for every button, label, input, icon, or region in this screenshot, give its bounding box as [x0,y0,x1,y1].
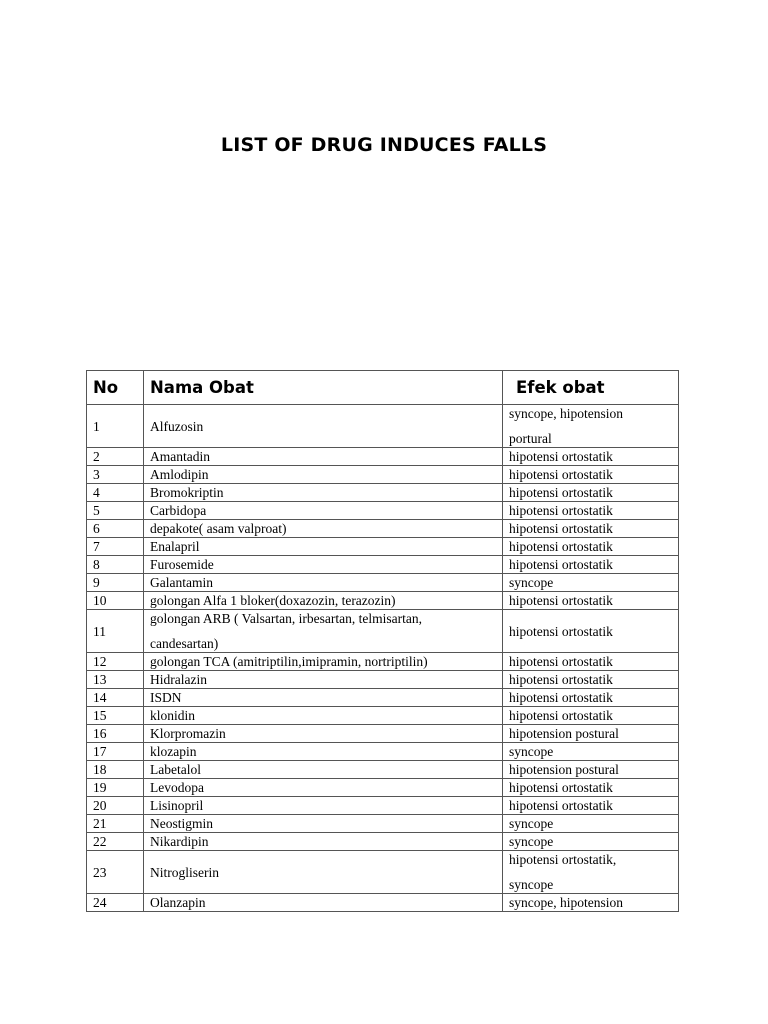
cell-drug-effect: hipotensi ortostatik [503,610,679,653]
cell-no: 13 [87,671,144,689]
table-row [87,484,679,502]
cell-no: 5 [87,502,144,520]
cell-drug-name: Olanzapin [144,894,503,912]
table-row [87,556,679,574]
cell-drug-name: Nitrogliserin [144,851,503,894]
table-row [87,592,679,610]
cell-no: 7 [87,538,144,556]
cell-drug-effect-line: hipotensi ortostatik, [509,852,617,867]
cell-drug-effect: hipotensi ortostatik [503,538,679,556]
cell-drug-name: Klorpromazin [144,725,503,743]
cell-drug-name: Alfuzosin [144,405,503,448]
cell-drug-effect: hipotensi ortostatik [503,502,679,520]
cell-no: 20 [87,797,144,815]
cell-drug-name: Bromokriptin [144,484,503,502]
cell-no: 12 [87,653,144,671]
cell-no: 3 [87,466,144,484]
cell-no: 9 [87,574,144,592]
cell-drug-name: depakote( asam valproat) [144,520,503,538]
cell-drug-name: Hidralazin [144,671,503,689]
table-row [87,797,679,815]
cell-drug-name-line: golongan ARB ( Valsartan, irbesartan, telmisartan, [150,611,422,626]
cell-no: 1 [87,405,144,448]
table-row [87,574,679,592]
cell-no: 6 [87,520,144,538]
cell-drug-effect: hipotensi ortostatik [503,556,679,574]
cell-no: 14 [87,689,144,707]
cell-no: 16 [87,725,144,743]
cell-no: 22 [87,833,144,851]
table-row [87,538,679,556]
table-row [87,405,679,448]
cell-no: 2 [87,448,144,466]
cell-drug-effect: hipotensi ortostatik [503,520,679,538]
cell-drug-name: klonidin [144,707,503,725]
table-row [87,833,679,851]
cell-drug-name: Amlodipin [144,466,503,484]
cell-drug-effect: hipotensi ortostatik [503,707,679,725]
cell-drug-effect: syncope, hipotension [503,894,679,912]
table-row [87,466,679,484]
cell-drug-name: Carbidopa [144,502,503,520]
cell-drug-effect: hipotensi ortostatik [503,689,679,707]
header-no: No [87,371,144,405]
table-row [87,815,679,833]
cell-drug-name: Enalapril [144,538,503,556]
cell-drug-effect: hipotensi ortostatik [503,797,679,815]
cell-no: 19 [87,779,144,797]
cell-drug-name: Levodopa [144,779,503,797]
cell-drug-name: Nikardipin [144,833,503,851]
cell-no: 21 [87,815,144,833]
table-row [87,761,679,779]
cell-no: 24 [87,894,144,912]
cell-drug-effect [503,405,679,448]
table-row [87,743,679,761]
cell-drug-name: klozapin [144,743,503,761]
cell-drug-effect-line: syncope [509,877,554,892]
cell-drug-effect: hipotension postural [503,725,679,743]
cell-no: 8 [87,556,144,574]
cell-no: 4 [87,484,144,502]
cell-drug-name: Neostigmin [144,815,503,833]
cell-drug-name [144,610,503,653]
cell-drug-name: Amantadin [144,448,503,466]
cell-drug-name-line: candesartan) [150,636,219,651]
cell-drug-effect: hipotensi ortostatik [503,466,679,484]
table-row [87,725,679,743]
cell-drug-name: Furosemide [144,556,503,574]
cell-no: 10 [87,592,144,610]
table-row [87,894,679,912]
header-drug-effect: Efek obat [503,371,679,405]
cell-drug-effect-line: syncope, hipotension [509,406,623,421]
table-row [87,689,679,707]
cell-drug-effect: hipotensi ortostatik [503,592,679,610]
table-row [87,520,679,538]
cell-drug-effect: syncope [503,743,679,761]
table-row [87,610,679,653]
table-row [87,707,679,725]
cell-drug-effect: hipotension postural [503,761,679,779]
cell-drug-effect: hipotensi ortostatik [503,779,679,797]
cell-no: 15 [87,707,144,725]
table-row [87,779,679,797]
cell-no: 18 [87,761,144,779]
cell-no: 23 [87,851,144,894]
cell-drug-effect: syncope [503,815,679,833]
cell-drug-effect: syncope [503,574,679,592]
cell-drug-name: golongan Alfa 1 bloker(doxazozin, terazozin) [144,592,503,610]
cell-drug-name: Lisinopril [144,797,503,815]
cell-drug-name: golongan TCA (amitriptilin,imipramin, nortriptilin) [144,653,503,671]
drug-table [86,370,679,912]
cell-drug-effect [503,851,679,894]
cell-drug-effect: hipotensi ortostatik [503,653,679,671]
table-row [87,448,679,466]
table-header-row [87,371,679,405]
cell-drug-effect: syncope [503,833,679,851]
table-row [87,653,679,671]
cell-drug-name: Labetalol [144,761,503,779]
cell-drug-effect: hipotensi ortostatik [503,671,679,689]
cell-drug-effect: hipotensi ortostatik [503,484,679,502]
table-body [87,405,679,912]
table-row [87,671,679,689]
cell-drug-effect-line: portural [509,431,552,446]
document-title: LIST OF DRUG INDUCES FALLS [220,134,548,156]
table-row [87,502,679,520]
header-drug-name: Nama Obat [144,371,503,405]
cell-drug-name: ISDN [144,689,503,707]
cell-drug-effect: hipotensi ortostatik [503,448,679,466]
cell-no: 17 [87,743,144,761]
cell-no: 11 [87,610,144,653]
table-row [87,851,679,894]
cell-drug-name: Galantamin [144,574,503,592]
